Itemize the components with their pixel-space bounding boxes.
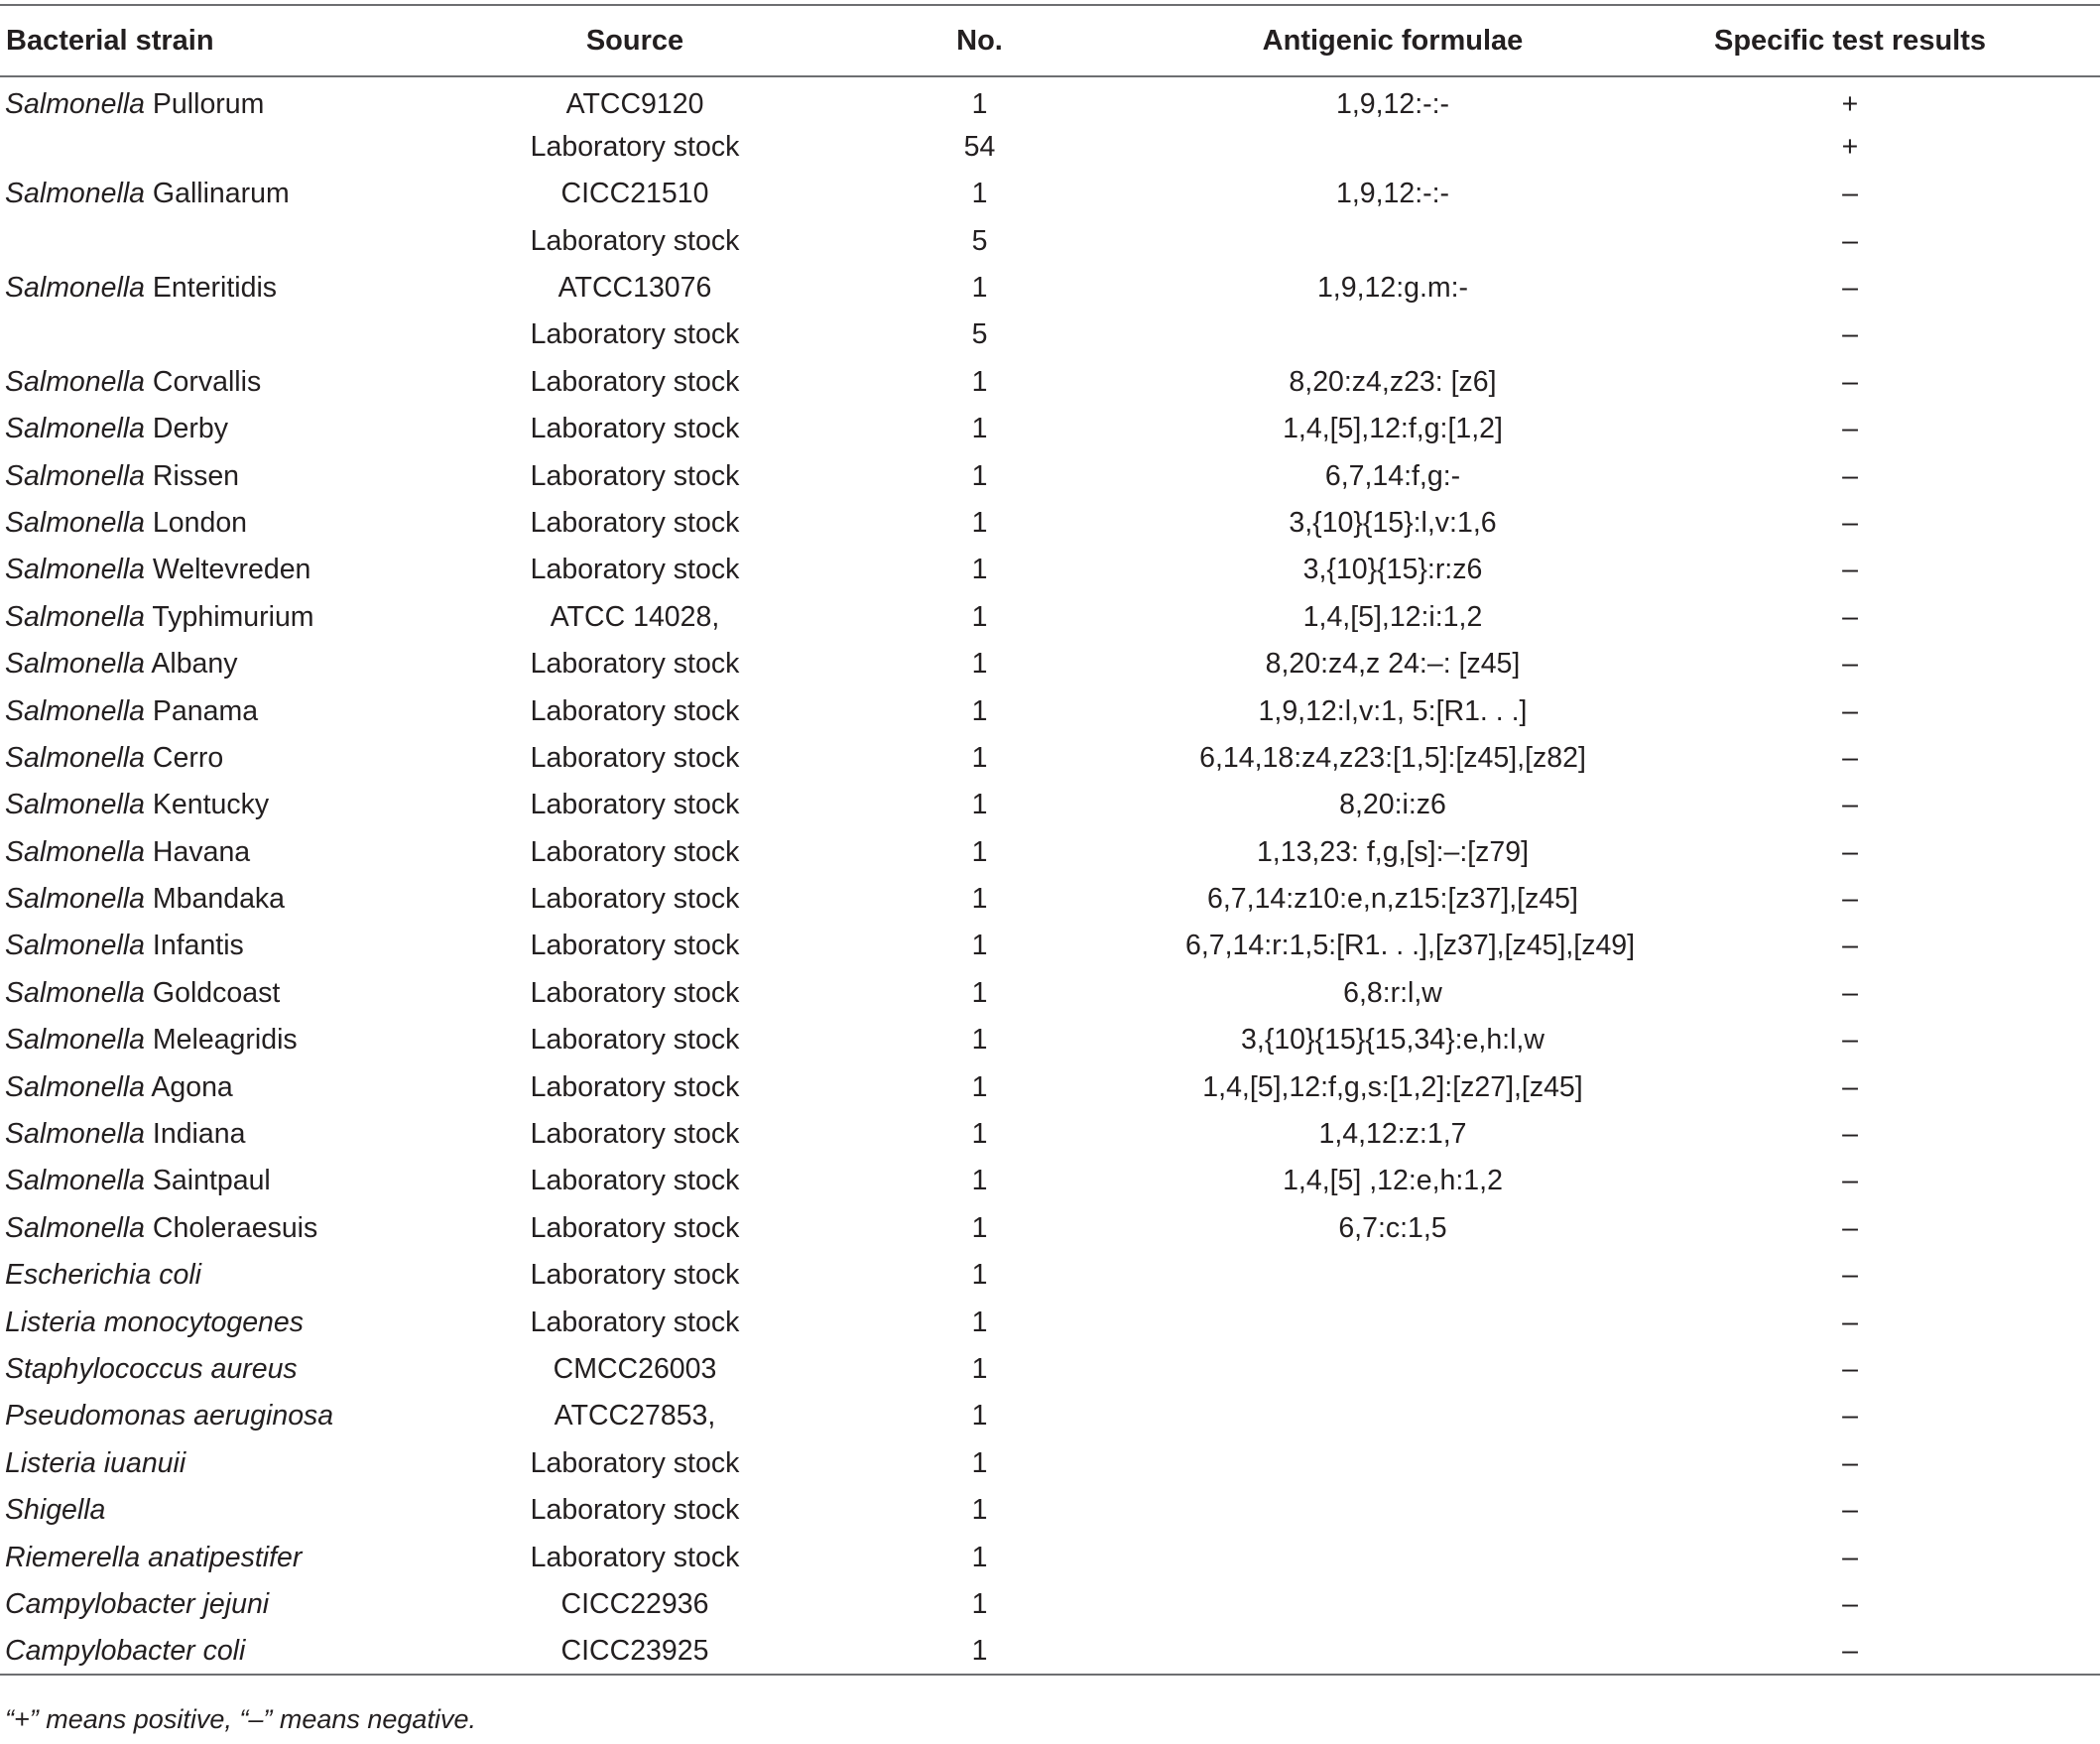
cell-bacterial-strain bbox=[0, 1346, 496, 1393]
cell-bacterial-strain bbox=[0, 1487, 496, 1534]
cell-bacterial-strain bbox=[0, 358, 496, 405]
table-row bbox=[0, 734, 2100, 781]
cell-no: 1 bbox=[971, 272, 988, 304]
cell-antigenic-formula: 1,9,12:l,v:1, 5:[R1. . .] bbox=[1258, 694, 1528, 727]
cell-antigenic-formula: 6,7:c:1,5 bbox=[1338, 1211, 1447, 1244]
strain-genus: Salmonella bbox=[5, 413, 145, 445]
table-row bbox=[0, 500, 2100, 547]
table-row bbox=[0, 1299, 2100, 1345]
strain-genus: Riemerella anatipestifer bbox=[5, 1541, 303, 1573]
strain-genus: Salmonella bbox=[5, 1165, 145, 1197]
cell-source: Laboratory stock bbox=[530, 130, 740, 163]
cell-test-result: – bbox=[1842, 1024, 1858, 1057]
cell-bacterial-strain bbox=[0, 547, 496, 593]
cell-antigenic-formula: 6,7,14:r:1,5:[R1. . .],[z37],[z45],[z49] bbox=[1185, 930, 1636, 962]
cell-antigenic-formula: 1,4,[5],12:f,g:[1,2] bbox=[1283, 413, 1503, 445]
cell-test-result: – bbox=[1842, 600, 1858, 633]
cell-bacterial-strain bbox=[0, 1581, 496, 1628]
cell-test-result: – bbox=[1842, 365, 1858, 398]
strain-serovar: Derby bbox=[152, 413, 228, 445]
strain-serovar: Rissen bbox=[152, 459, 240, 492]
cell-source: Laboratory stock bbox=[530, 365, 740, 398]
cell-no: 1 bbox=[971, 1024, 988, 1057]
cell-test-result: – bbox=[1842, 318, 1858, 351]
cell-test-result: – bbox=[1842, 554, 1858, 586]
table-row bbox=[0, 923, 2100, 969]
cell-no: 1 bbox=[971, 741, 988, 774]
strain-serovar: Kentucky bbox=[152, 789, 270, 821]
cell-bacterial-strain bbox=[0, 1393, 496, 1439]
cell-source: Laboratory stock bbox=[530, 1446, 740, 1479]
cell-bacterial-strain bbox=[0, 76, 496, 123]
cell-bacterial-strain bbox=[0, 1017, 496, 1063]
strain-genus: Escherichia coli bbox=[5, 1259, 201, 1292]
cell-bacterial-strain bbox=[0, 500, 496, 547]
cell-bacterial-strain bbox=[0, 593, 496, 640]
table-body bbox=[0, 76, 2100, 1675]
table-row bbox=[0, 1487, 2100, 1534]
strain-genus: Salmonella bbox=[5, 272, 145, 304]
cell-bacterial-strain bbox=[0, 1439, 496, 1486]
strain-genus: Salmonella bbox=[5, 835, 145, 868]
cell-source: Laboratory stock bbox=[530, 930, 740, 962]
strain-genus: Salmonella bbox=[5, 1024, 145, 1057]
cell-bacterial-strain bbox=[0, 876, 496, 923]
cell-no: 1 bbox=[971, 1587, 988, 1620]
cell-test-result: – bbox=[1842, 1494, 1858, 1527]
strain-genus: Salmonella bbox=[5, 1118, 145, 1151]
cell-bacterial-strain bbox=[0, 123, 496, 170]
cell-antigenic-formula bbox=[1185, 1346, 1600, 1393]
table-row bbox=[0, 123, 2100, 170]
cell-no: 1 bbox=[971, 178, 988, 210]
cell-antigenic-formula: 1,4,[5] ,12:e,h:1,2 bbox=[1283, 1165, 1503, 1197]
cell-antigenic-formula: 8,20:z4,z 24:–: [z45] bbox=[1265, 648, 1521, 681]
cell-antigenic-formula bbox=[1185, 1581, 1600, 1628]
cell-source: Laboratory stock bbox=[530, 1024, 740, 1057]
cell-source: Laboratory stock bbox=[530, 224, 740, 257]
table-row bbox=[0, 1111, 2100, 1158]
table-row bbox=[0, 452, 2100, 499]
cell-bacterial-strain bbox=[0, 828, 496, 875]
cell-no: 1 bbox=[971, 554, 988, 586]
cell-test-result: – bbox=[1842, 741, 1858, 774]
cell-test-result: – bbox=[1842, 506, 1858, 539]
table-row bbox=[0, 1581, 2100, 1628]
cell-antigenic-formula: 6,14,18:z4,z23:[1,5]:[z45],[z82] bbox=[1199, 741, 1586, 774]
cell-no: 1 bbox=[971, 789, 988, 821]
table-row bbox=[0, 311, 2100, 358]
cell-bacterial-strain bbox=[0, 969, 496, 1016]
cell-test-result: – bbox=[1842, 648, 1858, 681]
cell-no: 1 bbox=[971, 1446, 988, 1479]
cell-source: CICC22936 bbox=[560, 1587, 709, 1620]
table-row bbox=[0, 76, 2100, 123]
cell-test-result: – bbox=[1842, 1446, 1858, 1479]
cell-no: 1 bbox=[971, 1306, 988, 1338]
cell-test-result: – bbox=[1842, 1165, 1858, 1197]
cell-source: Laboratory stock bbox=[530, 318, 740, 351]
cell-no: 1 bbox=[971, 1070, 988, 1103]
table-row bbox=[0, 876, 2100, 923]
cell-no: 1 bbox=[971, 87, 988, 120]
table-row bbox=[0, 358, 2100, 405]
cell-source: CMCC26003 bbox=[553, 1352, 717, 1385]
cell-no: 1 bbox=[971, 413, 988, 445]
strain-serovar: Panama bbox=[152, 694, 259, 727]
table-row bbox=[0, 171, 2100, 217]
table-row bbox=[0, 828, 2100, 875]
strain-genus: Shigella bbox=[5, 1494, 106, 1527]
cell-test-result: – bbox=[1842, 694, 1858, 727]
cell-no: 1 bbox=[971, 1165, 988, 1197]
strain-genus: Salmonella bbox=[5, 789, 145, 821]
cell-no: 1 bbox=[971, 648, 988, 681]
strain-serovar: Albany bbox=[151, 648, 238, 681]
cell-no: 1 bbox=[971, 1400, 988, 1433]
strain-genus: Salmonella bbox=[5, 365, 145, 398]
cell-test-result: – bbox=[1600, 1628, 2100, 1675]
cell-no: 1 bbox=[971, 883, 988, 916]
cell-antigenic-formula: 1,13,23: f,g,[s]:–:[z79] bbox=[1256, 835, 1530, 868]
cell-test-result: – bbox=[1842, 1070, 1858, 1103]
cell-antigenic-formula: 3,{10}{15}:r:z6 bbox=[1302, 554, 1483, 586]
cell-test-result: – bbox=[1842, 178, 1858, 210]
cell-antigenic-formula: 3,{10}{15}:l,v:1,6 bbox=[1289, 506, 1497, 539]
cell-no: 1 bbox=[971, 1494, 988, 1527]
strain-serovar: Weltevreden bbox=[152, 554, 311, 586]
table-row bbox=[0, 1017, 2100, 1063]
cell-antigenic-formula: 1,4,[5],12:i:1,2 bbox=[1302, 600, 1483, 633]
table-row bbox=[0, 969, 2100, 1016]
strain-genus: Salmonella bbox=[5, 930, 145, 962]
header-antigenic-formulae: Antigenic formulae bbox=[1185, 5, 1600, 76]
cell-source: Laboratory stock bbox=[530, 1259, 740, 1292]
cell-no: 1 bbox=[971, 365, 988, 398]
strain-genus: Salmonella bbox=[5, 554, 145, 586]
cell-source: Laboratory stock bbox=[530, 554, 740, 586]
cell-test-result: – bbox=[1842, 1352, 1858, 1385]
cell-test-result: + bbox=[1841, 87, 1859, 120]
strain-serovar: Gallinarum bbox=[152, 178, 290, 210]
cell-source: Laboratory stock bbox=[530, 789, 740, 821]
cell-bacterial-strain bbox=[0, 1158, 496, 1204]
cell-bacterial-strain bbox=[0, 734, 496, 781]
strain-genus: Salmonella bbox=[5, 741, 145, 774]
strain-genus: Salmonella bbox=[5, 976, 145, 1009]
cell-source: Laboratory stock bbox=[530, 1494, 740, 1527]
cell-no: 1 bbox=[774, 1628, 1185, 1675]
cell-no: 1 bbox=[971, 835, 988, 868]
cell-source: CICC21510 bbox=[560, 178, 709, 210]
cell-test-result: – bbox=[1842, 1587, 1858, 1620]
cell-test-result: – bbox=[1842, 1306, 1858, 1338]
strain-genus: Staphylococcus aureus bbox=[5, 1352, 298, 1385]
cell-source: Laboratory stock bbox=[530, 1541, 740, 1573]
table-row bbox=[0, 1439, 2100, 1486]
cell-bacterial-strain bbox=[0, 1299, 496, 1345]
cell-antigenic-formula bbox=[1185, 123, 1600, 170]
strain-serovar: Mbandaka bbox=[152, 883, 286, 916]
cell-source: ATCC9120 bbox=[565, 87, 704, 120]
cell-bacterial-strain bbox=[0, 311, 496, 358]
cell-bacterial-strain bbox=[0, 452, 496, 499]
table-row bbox=[0, 593, 2100, 640]
table-footnote: “+” means positive, “–” means negative. bbox=[5, 1704, 476, 1734]
table-row bbox=[0, 1252, 2100, 1299]
cell-source: ATCC 14028, bbox=[550, 600, 720, 633]
strain-genus: Salmonella bbox=[5, 694, 145, 727]
strain-serovar: London bbox=[152, 506, 248, 539]
table-row bbox=[0, 1204, 2100, 1251]
cell-antigenic-formula: 3,{10}{15}{15,34}:e,h:l,w bbox=[1241, 1024, 1544, 1057]
cell-no: 1 bbox=[971, 600, 988, 633]
strain-genus: Salmonella bbox=[5, 459, 145, 492]
strain-serovar: Saintpaul bbox=[152, 1165, 271, 1197]
table-row bbox=[0, 782, 2100, 828]
cell-source: Laboratory stock bbox=[530, 883, 740, 916]
cell-bacterial-strain bbox=[0, 265, 496, 311]
cell-no: 5 bbox=[971, 224, 988, 257]
cell-no: 1 bbox=[971, 694, 988, 727]
strain-genus: Campylobacter coli bbox=[5, 1634, 246, 1667]
cell-no: 5 bbox=[971, 318, 988, 351]
cell-test-result: – bbox=[1842, 1211, 1858, 1244]
cell-source: Laboratory stock bbox=[530, 1165, 740, 1197]
cell-source: Laboratory stock bbox=[530, 1306, 740, 1338]
cell-source: Laboratory stock bbox=[530, 835, 740, 868]
strain-genus: Salmonella bbox=[5, 600, 145, 633]
strain-genus: Campylobacter jejuni bbox=[5, 1587, 270, 1620]
table-row bbox=[0, 217, 2100, 264]
cell-antigenic-formula: 1,9,12:-:- bbox=[1335, 87, 1450, 120]
cell-antigenic-formula: 6,8:r:l,w bbox=[1343, 976, 1442, 1009]
cell-test-result: + bbox=[1841, 130, 1859, 163]
cell-test-result: – bbox=[1842, 413, 1858, 445]
strain-serovar: Indiana bbox=[152, 1118, 246, 1151]
cell-antigenic-formula bbox=[1185, 217, 1600, 264]
cell-source: Laboratory stock bbox=[530, 459, 740, 492]
table-row bbox=[0, 1534, 2100, 1580]
cell-source: Laboratory stock bbox=[530, 506, 740, 539]
strain-serovar: Choleraesuis bbox=[152, 1211, 318, 1244]
cell-source: Laboratory stock bbox=[530, 741, 740, 774]
cell-test-result: – bbox=[1842, 789, 1858, 821]
cell-antigenic-formula bbox=[1185, 1299, 1600, 1345]
cell-source: Laboratory stock bbox=[530, 648, 740, 681]
cell-source: Laboratory stock bbox=[530, 976, 740, 1009]
cell-bacterial-strain bbox=[0, 1111, 496, 1158]
cell-test-result: – bbox=[1842, 835, 1858, 868]
table-row bbox=[0, 406, 2100, 452]
strain-genus: Salmonella bbox=[5, 1211, 145, 1244]
cell-bacterial-strain bbox=[0, 406, 496, 452]
cell-test-result: – bbox=[1842, 1118, 1858, 1151]
cell-no: 1 bbox=[971, 1118, 988, 1151]
cell-test-result: – bbox=[1842, 224, 1858, 257]
strain-serovar: Meleagridis bbox=[152, 1024, 298, 1057]
strain-serovar: Corvallis bbox=[152, 365, 262, 398]
cell-no: 1 bbox=[971, 459, 988, 492]
header-row bbox=[0, 5, 2100, 76]
cell-source: CICC23925 bbox=[496, 1628, 774, 1675]
strain-genus: Listeria iuanuii bbox=[5, 1446, 186, 1479]
cell-antigenic-formula: 1,9,12:-:- bbox=[1335, 178, 1450, 210]
table-row bbox=[0, 1628, 2100, 1675]
cell-source: Laboratory stock bbox=[530, 694, 740, 727]
cell-bacterial-strain bbox=[0, 923, 496, 969]
cell-antigenic-formula: 1,4,[5],12:f,g,s:[1,2]:[z27],[z45] bbox=[1202, 1070, 1583, 1103]
cell-source: Laboratory stock bbox=[530, 1070, 740, 1103]
cell-antigenic-formula bbox=[1185, 1252, 1600, 1299]
cell-bacterial-strain bbox=[0, 1628, 496, 1675]
cell-test-result: – bbox=[1842, 1541, 1858, 1573]
cell-antigenic-formula: 8,20:z4,z23: [z6] bbox=[1289, 365, 1497, 398]
strain-genus: Salmonella bbox=[5, 883, 145, 916]
table-row bbox=[0, 1393, 2100, 1439]
strain-serovar: Cerro bbox=[152, 741, 224, 774]
strain-serovar: Typhimurium bbox=[152, 600, 314, 633]
cell-no: 1 bbox=[971, 1352, 988, 1385]
cell-antigenic-formula: 8,20:i:z6 bbox=[1339, 789, 1446, 821]
cell-no: 1 bbox=[971, 930, 988, 962]
cell-antigenic-formula bbox=[1185, 1534, 1600, 1580]
cell-bacterial-strain bbox=[0, 687, 496, 734]
strain-genus: Pseudomonas aeruginosa bbox=[5, 1400, 334, 1433]
strain-genus: Salmonella bbox=[5, 1070, 145, 1103]
cell-antigenic-formula bbox=[1185, 311, 1600, 358]
cell-test-result: – bbox=[1842, 459, 1858, 492]
cell-source: Laboratory stock bbox=[530, 1118, 740, 1151]
cell-no: 54 bbox=[963, 130, 996, 163]
cell-source: ATCC13076 bbox=[557, 272, 712, 304]
cell-no: 1 bbox=[971, 506, 988, 539]
header-bacterial-strain: Bacterial strain bbox=[0, 5, 496, 76]
strain-genus: Salmonella bbox=[5, 506, 145, 539]
cell-bacterial-strain bbox=[0, 1063, 496, 1110]
cell-antigenic-formula bbox=[1185, 1439, 1600, 1486]
cell-no: 1 bbox=[971, 976, 988, 1009]
cell-antigenic-formula: 1,9,12:g.m:- bbox=[1316, 272, 1469, 304]
cell-bacterial-strain bbox=[0, 217, 496, 264]
cell-bacterial-strain bbox=[0, 1204, 496, 1251]
cell-bacterial-strain bbox=[0, 171, 496, 217]
cell-antigenic-formula: 6,7,14:z10:e,n,z15:[z37],[z45] bbox=[1207, 883, 1578, 916]
strain-genus: Salmonella bbox=[5, 178, 145, 210]
cell-test-result: – bbox=[1842, 1259, 1858, 1292]
strain-serovar: Goldcoast bbox=[152, 976, 281, 1009]
cell-no: 1 bbox=[971, 1211, 988, 1244]
cell-antigenic-formula: 6,7,14:f,g:- bbox=[1324, 459, 1461, 492]
strain-serovar: Havana bbox=[152, 835, 251, 868]
cell-no: 1 bbox=[971, 1259, 988, 1292]
cell-bacterial-strain bbox=[0, 641, 496, 687]
strain-genus: Salmonella bbox=[5, 87, 145, 120]
strain-serovar: Agona bbox=[151, 1070, 233, 1103]
table-row bbox=[0, 1063, 2100, 1110]
cell-test-result: – bbox=[1842, 930, 1858, 962]
table-row bbox=[0, 687, 2100, 734]
cell-antigenic-formula bbox=[1185, 1487, 1600, 1534]
cell-source: Laboratory stock bbox=[530, 1211, 740, 1244]
table-row bbox=[0, 547, 2100, 593]
cell-source: Laboratory stock bbox=[530, 413, 740, 445]
strain-table bbox=[0, 4, 2100, 1676]
strain-genus: Salmonella bbox=[5, 648, 145, 681]
table-row bbox=[0, 641, 2100, 687]
table-row bbox=[0, 265, 2100, 311]
cell-antigenic-formula: 1,4,12:z:1,7 bbox=[1318, 1118, 1467, 1151]
cell-test-result: – bbox=[1842, 883, 1858, 916]
cell-source: ATCC27853, bbox=[554, 1400, 716, 1433]
table-row bbox=[0, 1346, 2100, 1393]
header-no: No. bbox=[774, 5, 1185, 76]
cell-bacterial-strain bbox=[0, 782, 496, 828]
strain-serovar: Infantis bbox=[152, 930, 244, 962]
cell-antigenic-formula bbox=[1185, 1628, 1600, 1675]
header-source: Source bbox=[496, 5, 774, 76]
strain-serovar: Pullorum bbox=[152, 87, 265, 120]
cell-test-result: – bbox=[1842, 272, 1858, 304]
cell-test-result: – bbox=[1842, 1400, 1858, 1433]
cell-test-result: – bbox=[1842, 976, 1858, 1009]
cell-antigenic-formula bbox=[1185, 1393, 1600, 1439]
strain-serovar: Enteritidis bbox=[152, 272, 278, 304]
header-specific-test-results: Specific test results bbox=[1600, 5, 2100, 76]
strain-genus: Listeria monocytogenes bbox=[5, 1306, 305, 1338]
cell-bacterial-strain bbox=[0, 1534, 496, 1580]
table-row bbox=[0, 1158, 2100, 1204]
cell-no: 1 bbox=[971, 1541, 988, 1573]
cell-bacterial-strain bbox=[0, 1252, 496, 1299]
